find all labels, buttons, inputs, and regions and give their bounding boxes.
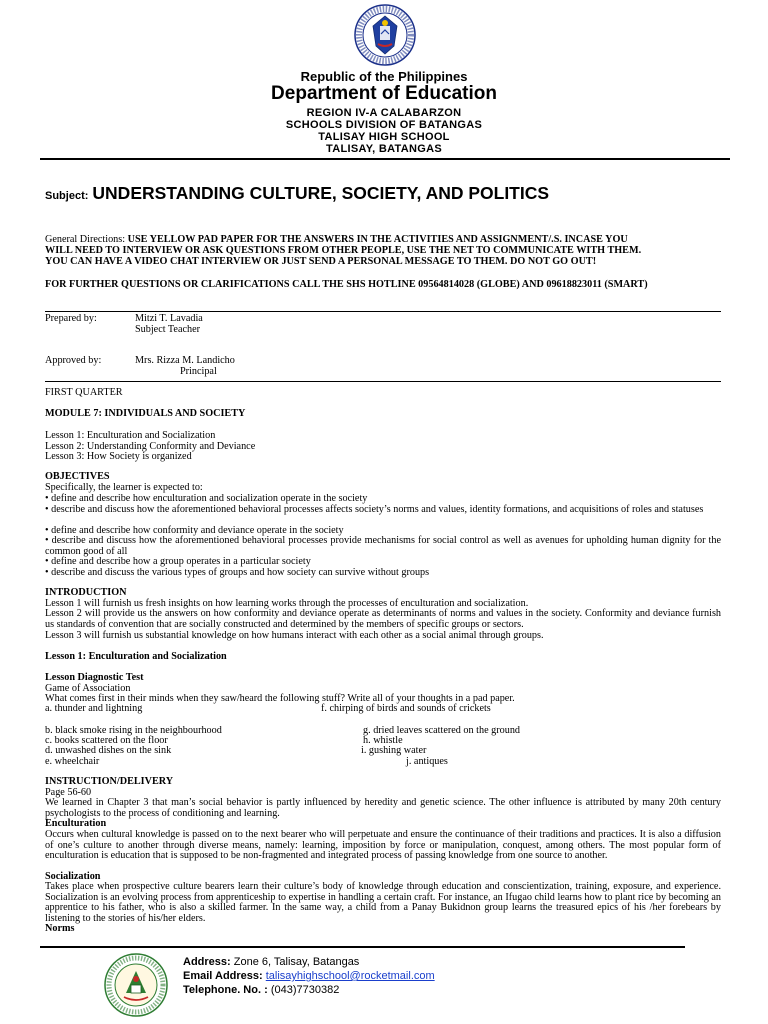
objectives-heading: OBJECTIVES bbox=[45, 471, 110, 482]
item-i: i. gushing water bbox=[361, 745, 427, 756]
introduction-p2: Lesson 2 will provide us the answers on how conformity and deviance operate as determinants of norms and values in the society. Conformity and deviance furnish us standards of convention that are socially constructed and determined by the members of specific groups or sectors. bbox=[45, 608, 721, 630]
objective-item: • define and describe how enculturation and socialization operate in the society bbox=[45, 493, 368, 504]
enculturation-text: Occurs when cultural knowledge is passed on to the next bearer who will perpetuate and ensure the continuance of their traditions and practices. It is also a diffusion of one’s culture to another through diverse means, namely: learning, imposition by force or manipulation, conquest, among others. The most popular form of enculturation is education that is supposed to be non-fragmented and integrated process of passing knowledge from one source to another. bbox=[45, 829, 721, 862]
item-j: j. antiques bbox=[406, 756, 448, 767]
socialization-text: Takes place when prospective culture bearers learn their culture’s body of knowledge through education and conscientization, training, exposure, and experience. Socialization is an evolving process from apprenticeship to expertise in handling a certain craft. For instance, an Ifugao child learns how to plant rice by becoming an apprentice to his father, who is also a skilled farmer. In the same way, a child from a Panay Bukidnon group learns the treasured epics of his /her forebears by listening to the stories of his/her elders. bbox=[45, 881, 721, 924]
quarter-label: FIRST QUARTER bbox=[45, 387, 123, 398]
module-title: MODULE 7: INDIVIDUALS AND SOCIETY bbox=[45, 408, 246, 419]
objective-item: • describe and discuss how the aforementioned behavioral processes affects society’s norms and values, identity formations, and acquisitions of roles and statuses bbox=[45, 504, 704, 515]
directions-text-1: USE YELLOW PAD PAPER FOR THE ANSWERS IN THE ACTIVITIES AND ASSIGNMENT/.S. INCASE YOU bbox=[127, 234, 628, 245]
footer-address bbox=[183, 956, 359, 968]
diagnostic-heading: Lesson Diagnostic Test bbox=[45, 672, 144, 683]
introduction-p3: Lesson 3 will furnish us substantial knowledge on how humans interact with each other as a social animal through groups. bbox=[45, 630, 544, 641]
directions-label: General Directions: bbox=[45, 234, 126, 245]
instruction-page: Page 56-60 bbox=[45, 787, 92, 798]
introduction-heading: INTRODUCTION bbox=[45, 587, 127, 598]
item-b: b. black smoke rising in the neighbourhood bbox=[45, 725, 222, 736]
divider-1 bbox=[45, 311, 721, 312]
header-school: TALISAY HIGH SCHOOL bbox=[318, 131, 450, 143]
lesson-list-item: Lesson 3: How Society is organized bbox=[45, 451, 192, 462]
diagnostic-question: What comes first in their minds when they saw/heard the following stuff? Write all of your thoughts in a pad paper. bbox=[45, 693, 515, 704]
item-f: f. chirping of birds and sounds of crickets bbox=[321, 703, 491, 714]
objective-item: • describe and discuss how the aforementioned behavioral processes provide mechanisms for social control as well as avenues for upholding human dignity for the common good of all bbox=[45, 535, 721, 557]
address-label: Address: bbox=[183, 956, 231, 968]
lesson-list-item: Lesson 2: Understanding Conformity and Deviance bbox=[45, 441, 256, 452]
subject-title: UNDERSTANDING CULTURE, SOCIETY, AND POLITICS bbox=[92, 183, 550, 203]
objective-item: • define and describe how conformity and deviance operate in the society bbox=[45, 525, 344, 536]
phone-label: Telephone. No. : bbox=[183, 984, 268, 996]
header-region: REGION IV-A CALABARZON bbox=[306, 107, 462, 119]
header-republic: Republic of the Philippines bbox=[300, 69, 468, 84]
subject-label: Subject: bbox=[45, 190, 89, 202]
subject-line bbox=[45, 183, 549, 204]
prepared-name: Mitzi T. Lavadia bbox=[135, 313, 203, 324]
game-label: Game of Association bbox=[45, 683, 131, 694]
footer-divider bbox=[40, 946, 685, 948]
divider-2 bbox=[45, 381, 721, 382]
footer-phone bbox=[183, 984, 339, 996]
header-division: SCHOOLS DIVISION OF BATANGAS bbox=[285, 119, 483, 131]
item-h: h. whistle bbox=[363, 735, 403, 746]
header-divider bbox=[40, 158, 730, 160]
prepared-title: Subject Teacher bbox=[135, 324, 201, 335]
socialization-heading: Socialization bbox=[45, 871, 101, 882]
school-seal-logo bbox=[104, 953, 168, 1017]
hotline-text: FOR FURTHER QUESTIONS OR CLARIFICATIONS CALL THE SHS HOTLINE 09564814028 (GLOBE) AND 09618823011 (SMART) bbox=[45, 279, 648, 290]
phone-value: (043)7730382 bbox=[270, 984, 340, 996]
footer-email bbox=[183, 970, 435, 982]
email-label: Email Address: bbox=[183, 970, 263, 982]
header-location: TALISAY, BATANGAS bbox=[326, 143, 442, 155]
deped-seal-logo bbox=[354, 4, 416, 66]
item-g: g. dried leaves scattered on the ground bbox=[363, 725, 521, 736]
directions-text-3: YOU CAN HAVE A VIDEO CHAT INTERVIEW OR JUST SEND A PERSONAL MESSAGE TO THEM. DO NOT GO OUT! bbox=[45, 256, 597, 267]
objective-item: • define and describe how a group operates in a particular society bbox=[45, 556, 311, 567]
objectives-intro: Specifically, the learner is expected to: bbox=[45, 482, 203, 493]
directions-text-2: WILL NEED TO INTERVIEW OR ASK QUESTIONS FROM OTHER PEOPLE, USE THE NET TO COMMUNICATE WITH THEM. bbox=[45, 245, 642, 256]
email-link[interactable]: talisayhighschool@rocketmail.com bbox=[265, 970, 435, 982]
item-c: c. books scattered on the floor bbox=[45, 735, 168, 746]
prepared-label: Prepared by: bbox=[45, 313, 97, 324]
objective-item: • describe and discuss the various types of groups and how society can survive without groups bbox=[45, 567, 430, 578]
item-e: e. wheelchair bbox=[45, 756, 100, 767]
item-a: a. thunder and lightning bbox=[45, 703, 143, 714]
instruction-p1: We learned in Chapter 3 that man’s social behavior is partly influenced by heredity and genetic science. The other influence is attributed by many 20th century psychologists to the process of conditioning and learning. bbox=[45, 797, 721, 819]
approved-label: Approved by: bbox=[45, 355, 102, 366]
lesson1-title: Lesson 1: Enculturation and Socialization bbox=[45, 651, 227, 662]
address-value: Zone 6, Talisay, Batangas bbox=[233, 956, 360, 968]
norms-heading: Norms bbox=[45, 923, 75, 934]
header-department: Department of Education bbox=[271, 83, 497, 104]
item-d: d. unwashed dishes on the sink bbox=[45, 745, 172, 756]
directions-line-1 bbox=[45, 235, 628, 246]
instruction-heading: INSTRUCTION/DELIVERY bbox=[45, 776, 174, 787]
approved-name: Mrs. Rizza M. Landicho bbox=[135, 355, 235, 366]
approved-title: Principal bbox=[180, 366, 217, 377]
introduction-p1: Lesson 1 will furnish us fresh insights on how learning works through the processes of enculturation and socialization. bbox=[45, 598, 529, 609]
lesson-list-item: Lesson 1: Enculturation and Socialization bbox=[45, 430, 216, 441]
enculturation-heading: Enculturation bbox=[45, 818, 107, 829]
